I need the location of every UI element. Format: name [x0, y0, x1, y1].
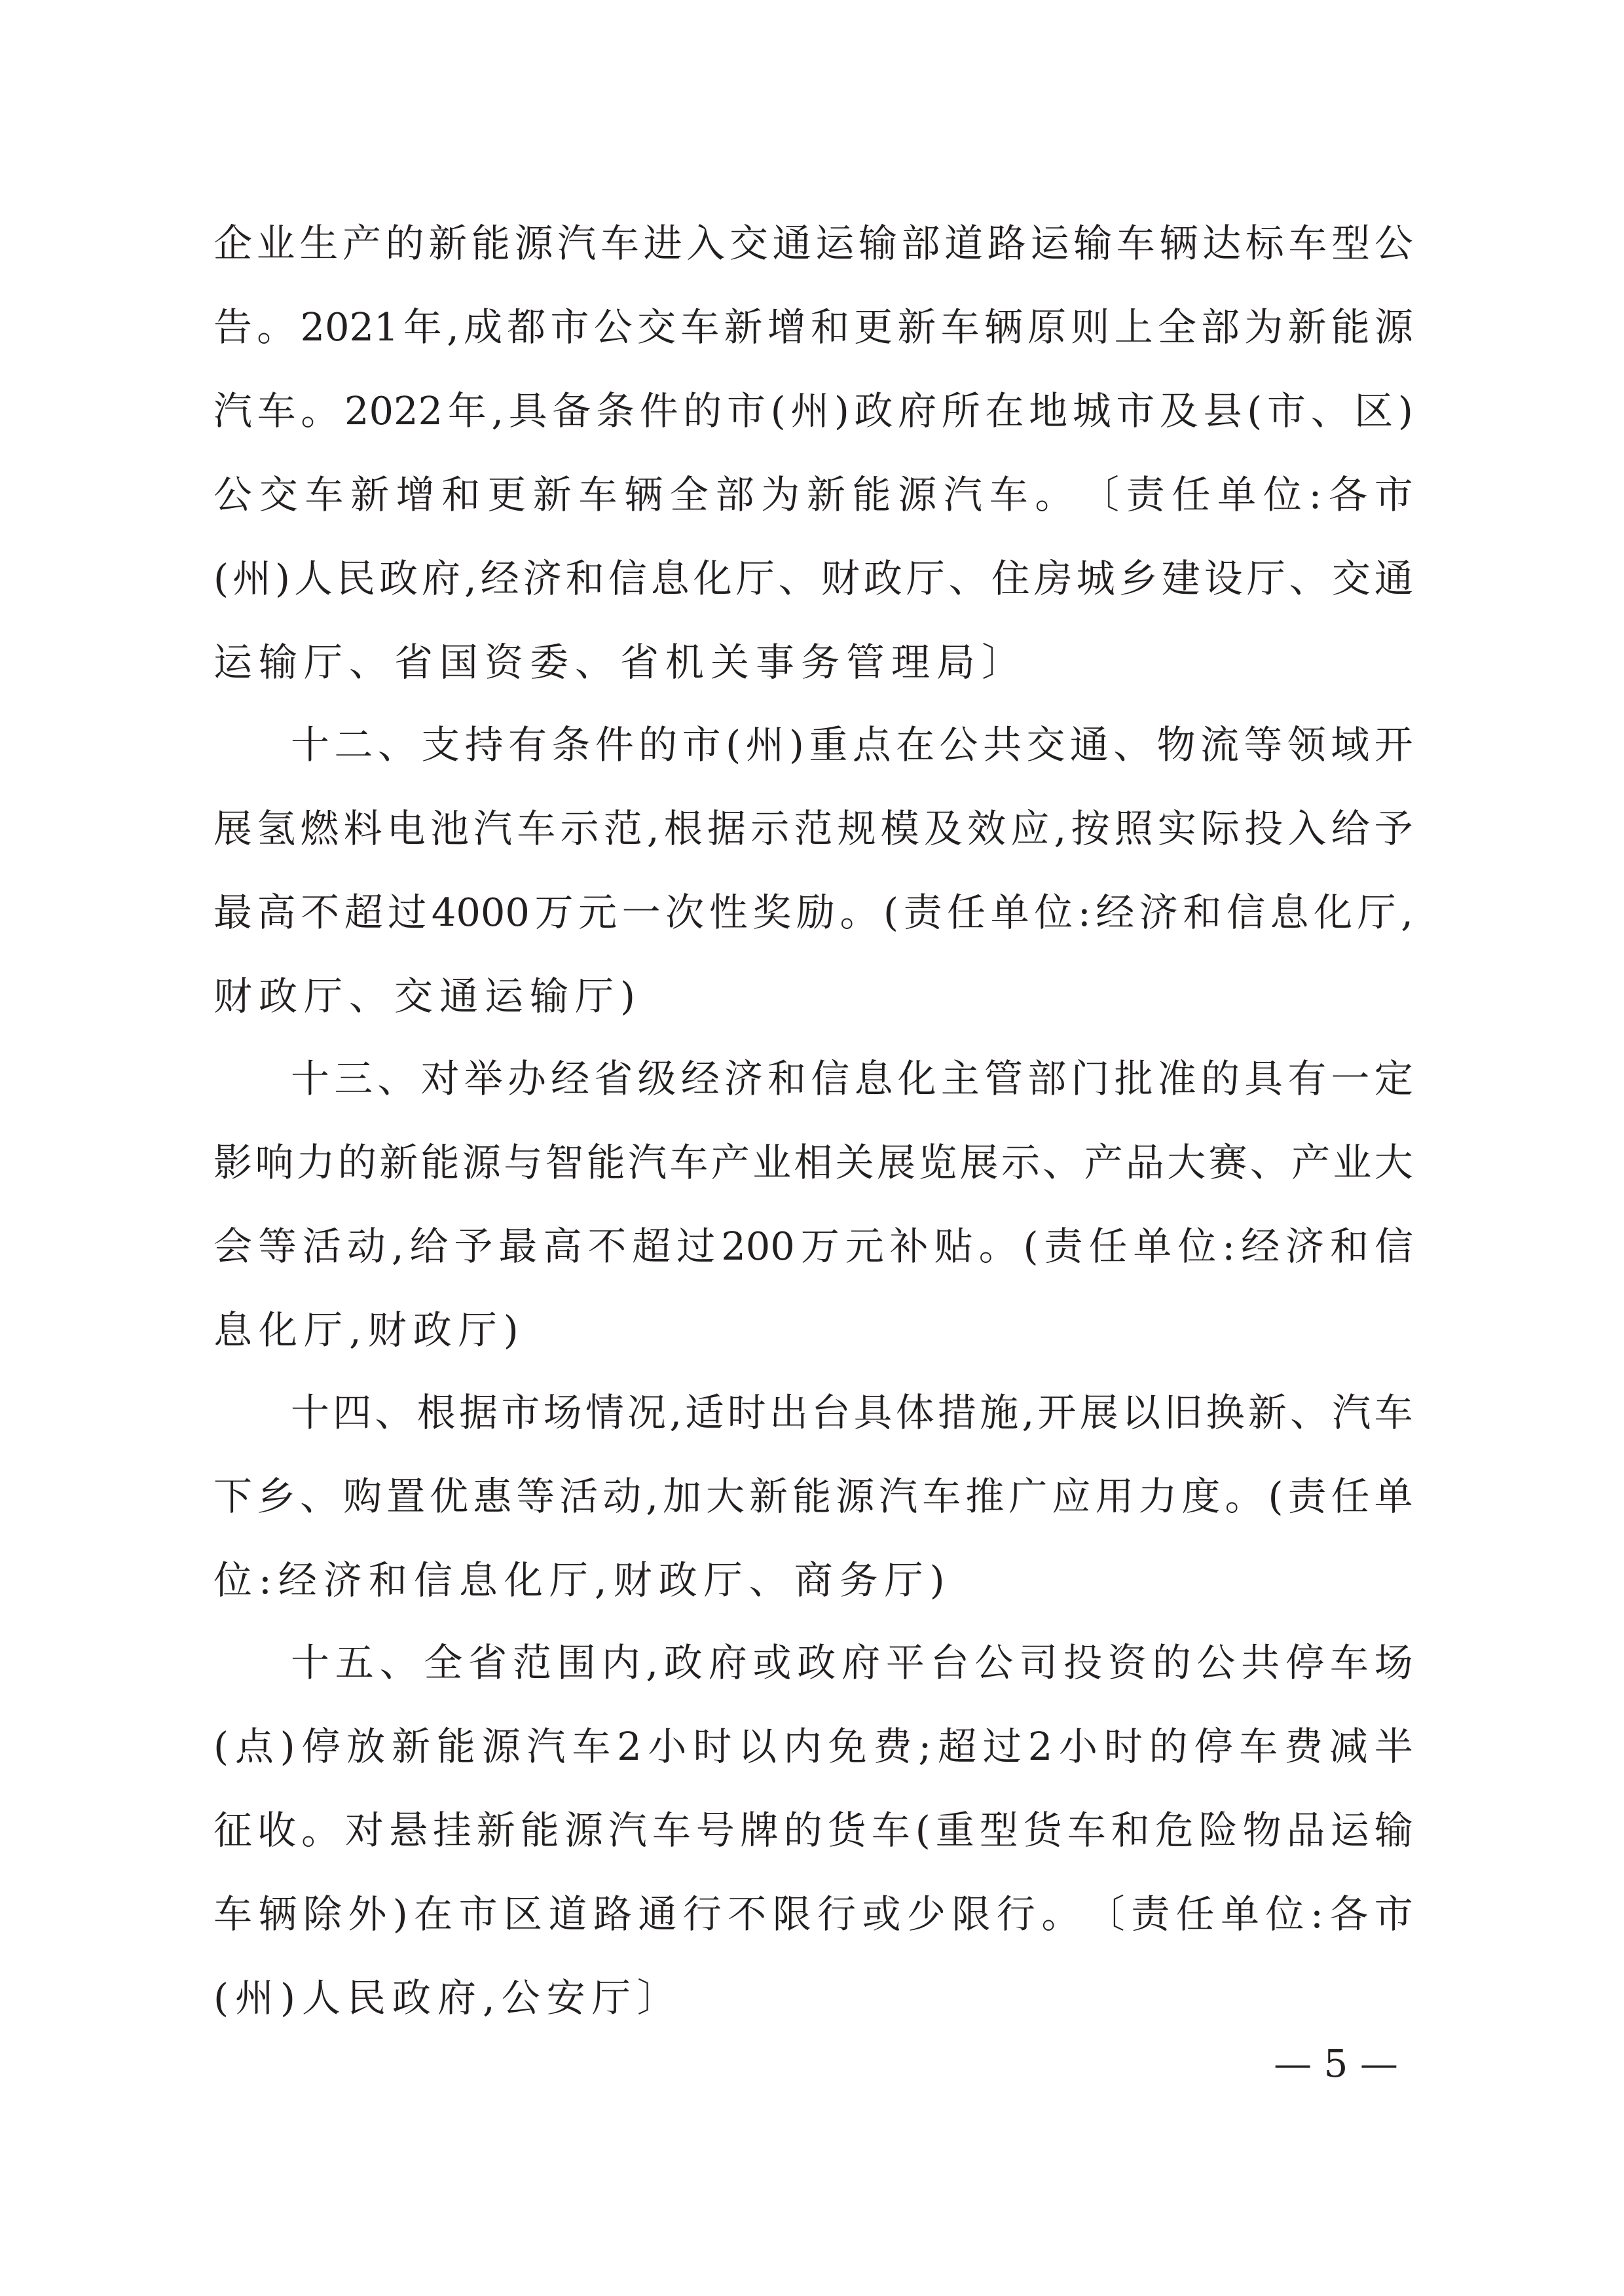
text-line: ( 点 ) 停 放 新 能 源 汽 车 2 小 时 以 内 免 费 ; 超 过 2 小 时 的 停 车 费 减 半 — [213, 1724, 1413, 1769]
text-line: 汽 车 。 2022 年 , 具 备 条 件 的 市 ( 州 ) 政 府 所 在 地 城 市 及 县 ( 市 、 区 ) — [213, 388, 1413, 433]
text-line: 影 响 力 的 新 能 源 与 智 能 汽 车 产 业 相 关 展 览 展 示 、 产 品 大 赛 、 产 业 大 — [213, 1140, 1413, 1185]
text-line: 车 辆 除 外 ) 在 市 区 道 路 通 行 不 限 行 或 少 限 行 。 〔 责 任 单 位 : 各 市 — [213, 1891, 1413, 1937]
page-number: — 5 — — [1274, 2041, 1398, 2086]
text-line: 展 氢 燃 料 电 池 汽 车 示 范 , 根 据 示 范 规 模 及 效 应 , 按 照 实 际 投 入 给 予 — [213, 806, 1413, 851]
text-line: 财政厅、交通运输厅) — [213, 974, 642, 1019]
text-line: 位:经济和信息化厅,财政厅、商务厅) — [213, 1558, 951, 1603]
text-line: ( 州 ) 人 民 政 府 , 经 济 和 信 息 化 厅 、 财 政 厅 、 住 房 城 乡 建 设 厅 、 交 通 — [213, 556, 1413, 601]
text-line: 公 交 车 新 增 和 更 新 车 辆 全 部 为 新 能 源 汽 车 。 〔 责 任 单 位 : 各 市 — [213, 472, 1413, 517]
text-line: (州)人民政府,公安厅〕 — [213, 1975, 682, 2020]
paragraph-start-line: 十 四 、 根 据 市 场 情 况 , 适 时 出 台 具 体 措 施 , 开 展 以 旧 换 新 、 汽 车 — [291, 1390, 1413, 1435]
text-line: 最 高 不 超 过 4000 万 元 一 次 性 奖 励 。 ( 责 任 单 位 : 经 济 和 信 息 化 厅 , — [213, 890, 1413, 935]
text-line: 会 等 活 动 , 给 予 最 高 不 超 过 200 万 元 补 贴 。 ( 责 任 单 位 : 经 济 和 信 — [213, 1224, 1413, 1269]
text-line: 下 乡 、 购 置 优 惠 等 活 动 , 加 大 新 能 源 汽 车 推 广 应 用 力 度 。 ( 责 任 单 — [213, 1474, 1413, 1519]
text-line: 征 收 。 对 悬 挂 新 能 源 汽 车 号 牌 的 货 车 ( 重 型 货 车 和 危 险 物 品 运 输 — [213, 1808, 1413, 1853]
text-line: 运输厅、省国资委、省机关事务管理局〕 — [213, 640, 1027, 685]
text-line: 告 。 2021 年 , 成 都 市 公 交 车 新 增 和 更 新 车 辆 原 则 上 全 部 为 新 能 源 — [213, 304, 1413, 350]
paragraph-start-line: 十 二 、 支 持 有 条 件 的 市 ( 州 ) 重 点 在 公 共 交 通 、 物 流 等 领 域 开 — [291, 722, 1413, 767]
text-line: 息化厅,财政厅) — [213, 1307, 525, 1353]
text-line: 企 业 生 产 的 新 能 源 汽 车 进 入 交 通 运 输 部 道 路 运 输 车 辆 达 标 车 型 公 — [213, 221, 1413, 266]
paragraph-start-line: 十 三 、 对 举 办 经 省 级 经 济 和 信 息 化 主 管 部 门 批 准 的 具 有 一 定 — [291, 1056, 1413, 1101]
paragraph-start-line: 十 五 、 全 省 范 围 内 , 政 府 或 政 府 平 台 公 司 投 资 的 公 共 停 车 场 — [291, 1640, 1413, 1685]
